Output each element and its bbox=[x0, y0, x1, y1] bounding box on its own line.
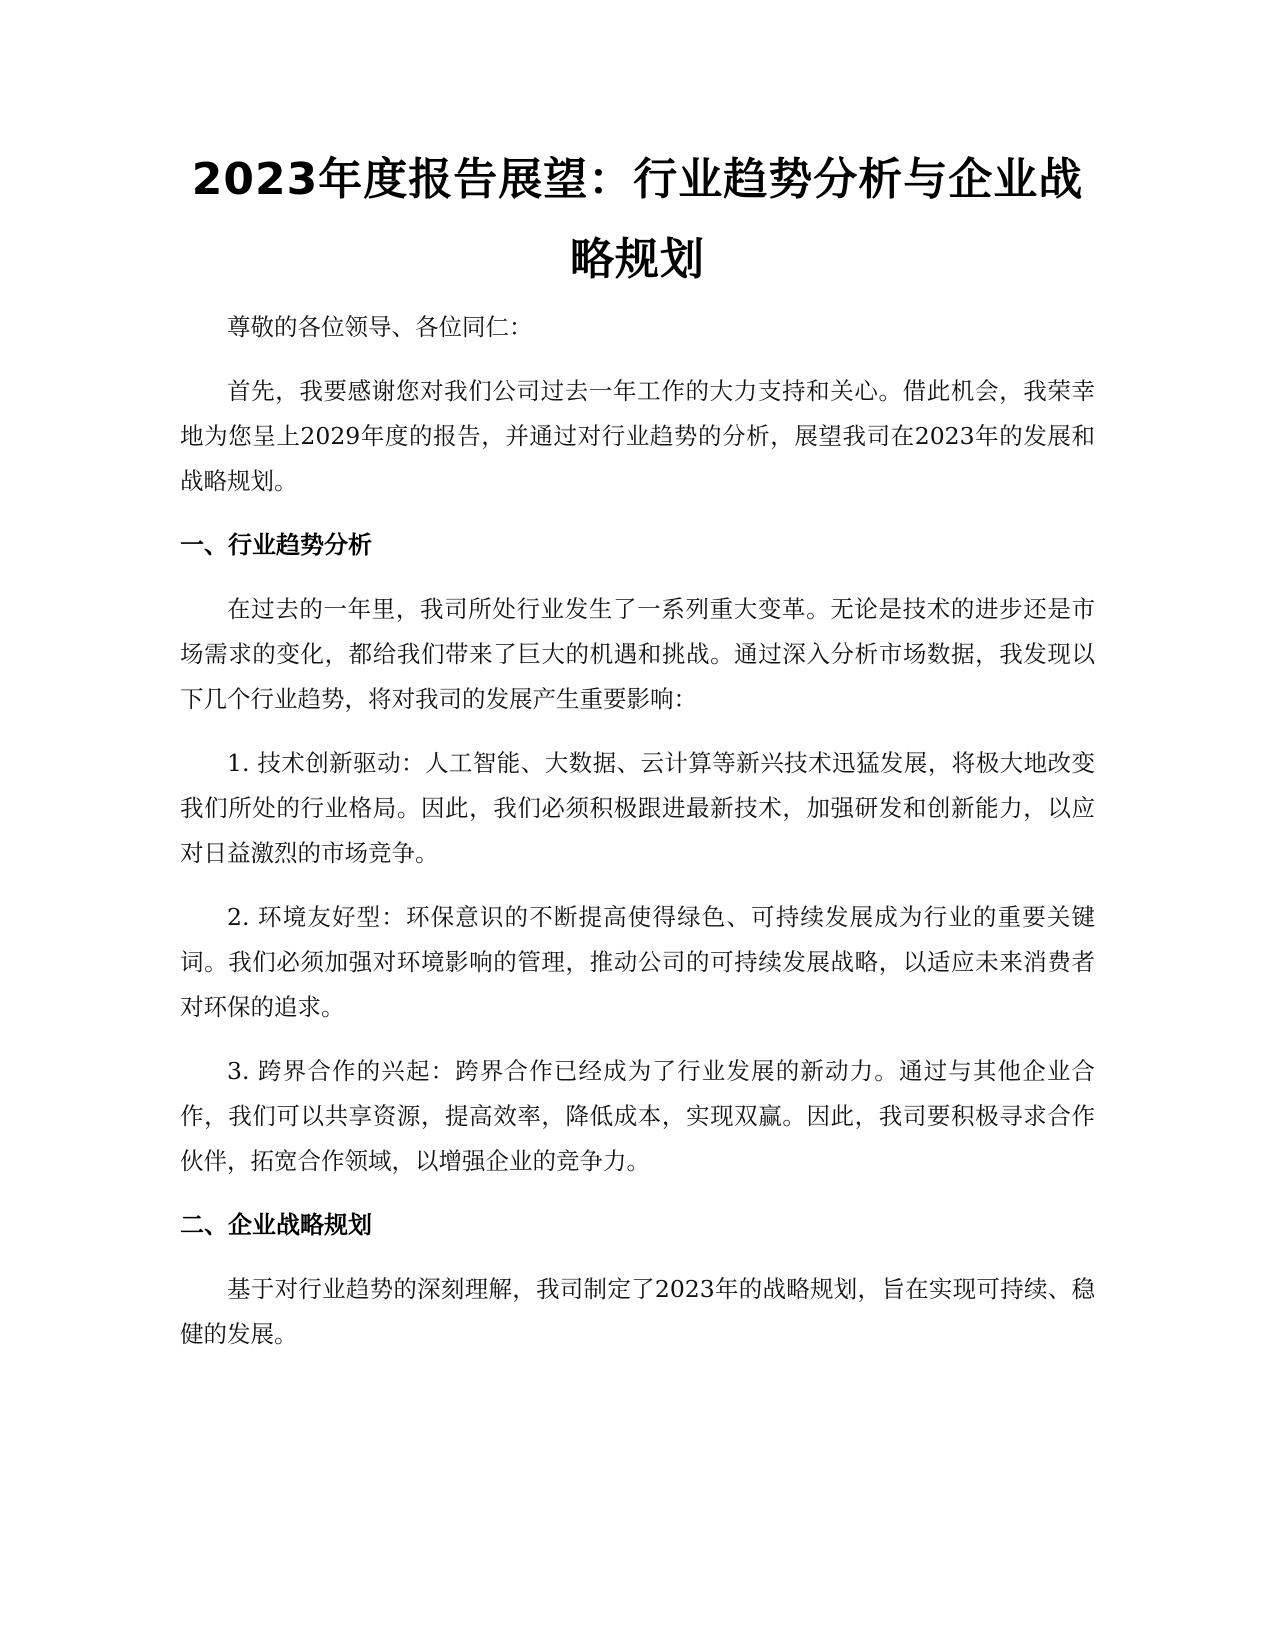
section-heading-industry-trends: 一、行业趋势分析 bbox=[180, 531, 372, 559]
document-title: 2023年度报告展望：行业趋势分析与企业战略规划 bbox=[191, 154, 1084, 285]
document-body bbox=[180, 305, 1095, 1376]
list-item-tech-innovation: 1. 技术创新驱动：人工智能、大数据、云计算等新兴技术迅猛发展，将极大地改变我们所处的行业格局。因此，我们必须积极跟进最新技术，加强研发和创新能力，以应对日益激烈的市场竞争。 bbox=[180, 749, 1095, 867]
intro-paragraph: 首先，我要感谢您对我们公司过去一年工作的大力支持和关心。借此机会，我荣幸地为您呈上2029年度的报告，并通过对行业趋势的分析，展望我司在2023年的发展和战略规划。 bbox=[180, 377, 1095, 495]
list-item-cross-industry: 3. 跨界合作的兴起：跨界合作已经成为了行业发展的新动力。通过与其他企业合作，我们可以共享资源，提高效率，降低成本，实现双赢。因此，我司要积极寻求合作伙伴，拓宽合作领域，以增强企业的竞争力。 bbox=[180, 1057, 1095, 1175]
section-paragraph: 在过去的一年里，我司所处行业发生了一系列重大变革。无论是技术的进步还是市场需求的变化，都给我们带来了巨大的机遇和挑战。通过深入分析市场数据，我发现以下几个行业趋势，将对我司的发展产生重要影响： bbox=[180, 595, 1095, 713]
list-item-environment: 2. 环境友好型：环保意识的不断提高使得绿色、可持续发展成为行业的重要关键词。我们必须加强对环境影响的管理，推动公司的可持续发展战略，以适应未来消费者对环保的追求。 bbox=[180, 903, 1095, 1021]
salutation: 尊敬的各位领导、各位同仁： bbox=[227, 313, 533, 341]
section-heading-strategy: 二、企业战略规划 bbox=[180, 1211, 372, 1239]
section-paragraph: 基于对行业趋势的深刻理解，我司制定了2023年的战略规划，旨在实现可持续、稳健的发展。 bbox=[180, 1275, 1095, 1348]
